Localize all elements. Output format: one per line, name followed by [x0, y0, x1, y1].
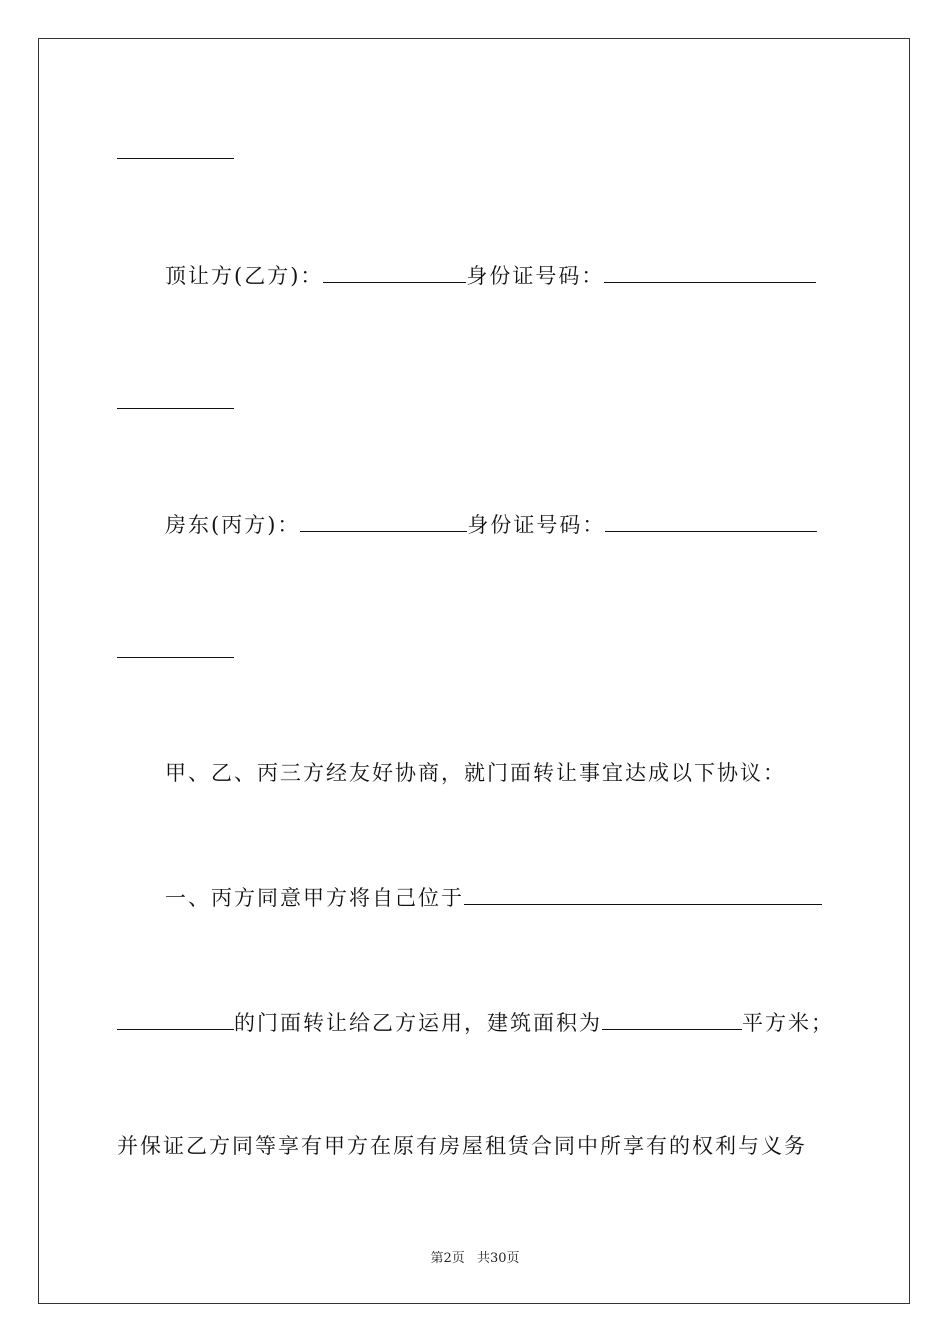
area-blank	[602, 1007, 742, 1030]
transferee-label: 顶让方(乙方)：	[165, 264, 324, 288]
clause-1-part-a-text: 一、丙方同意甲方将自己位于	[165, 886, 464, 910]
blank-line-top	[117, 158, 234, 159]
page-current: 第2页	[430, 1251, 465, 1266]
landlord-id-blank	[605, 509, 817, 532]
page-border	[38, 38, 910, 1304]
transferee-line	[165, 260, 837, 291]
location-blank-continued	[117, 1007, 234, 1030]
blank-line-3	[117, 657, 234, 658]
landlord-line	[165, 509, 837, 540]
landlord-id-label: 身份证号码：	[467, 513, 606, 537]
transferee-id-blank	[604, 260, 816, 283]
blank-line-2	[117, 408, 234, 409]
transferee-name-blank	[323, 260, 466, 283]
landlord-label: 房东(丙方)：	[165, 513, 301, 537]
location-blank	[464, 882, 822, 905]
clause-1-part-b-text-2: 平方米；	[742, 1011, 834, 1035]
clause-1-part-a	[165, 882, 837, 913]
agreement-intro: 甲、乙、丙三方经友好协商，就门面转让事宜达成以下协议：	[165, 761, 786, 785]
page-total: 共30页	[476, 1251, 520, 1266]
page-footer	[0, 1247, 950, 1266]
transferee-id-label: 身份证号码：	[466, 264, 605, 288]
landlord-name-blank	[300, 509, 467, 532]
clause-1-part-b	[117, 1007, 837, 1038]
clause-1-part-b-text-1: 的门面转让给乙方运用，建筑面积为	[234, 1011, 602, 1035]
clause-1-part-c: 并保证乙方同等享有甲方在原有房屋租赁合同中所享有的权利与义务	[117, 1134, 807, 1158]
